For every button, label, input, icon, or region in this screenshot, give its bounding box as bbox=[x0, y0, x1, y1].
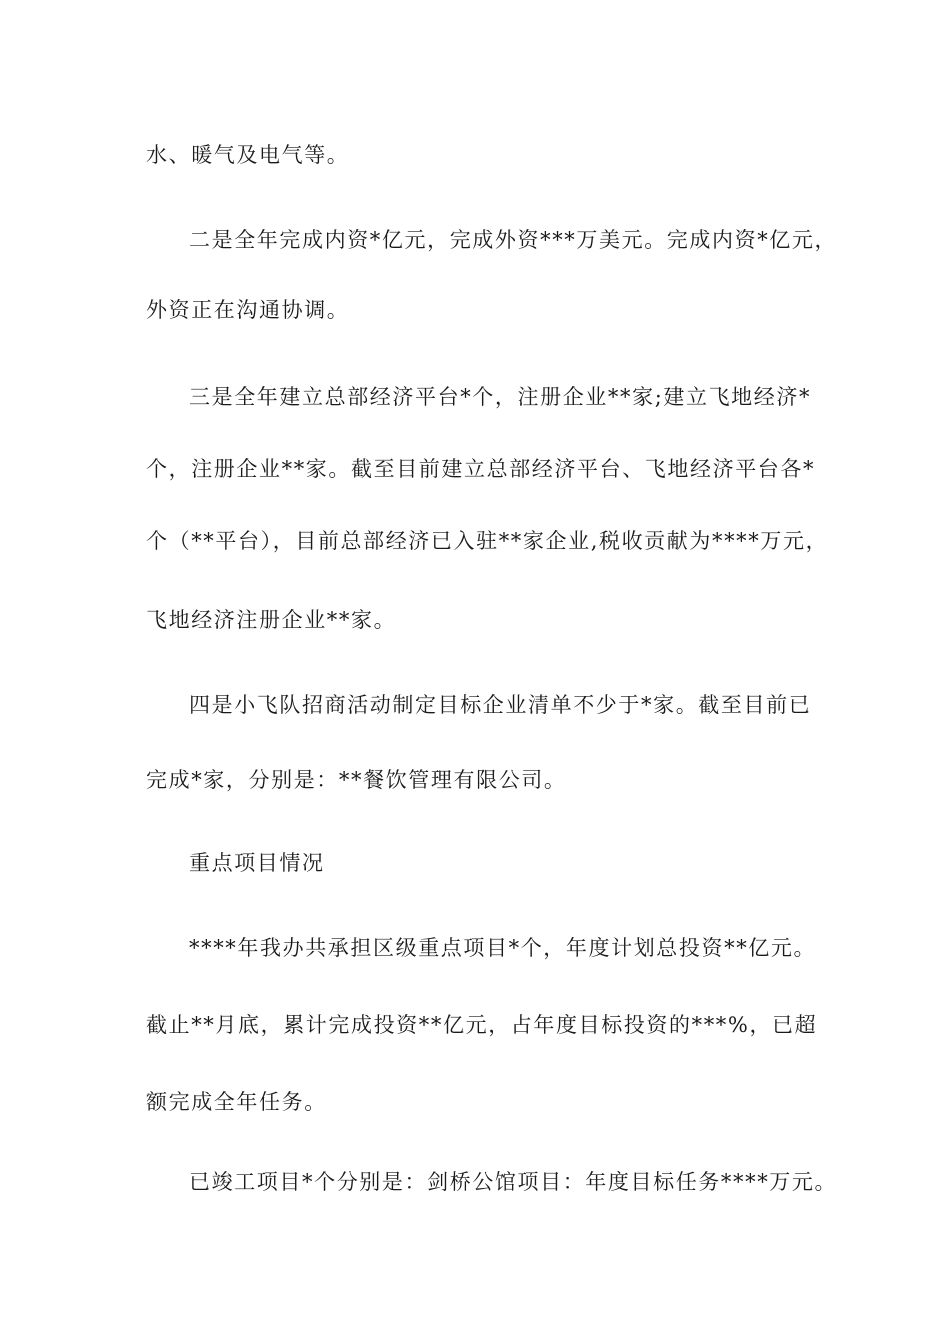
paragraph-2-line-2: 外资正在沟通协调。 bbox=[146, 298, 350, 322]
paragraph-5-line-2: 截止**月底，累计完成投资**亿元，占年度目标投资的***%，已超 bbox=[146, 1013, 818, 1037]
paragraph-5-line-1: ****年我办共承担区级重点项目*个，年度计划总投资**亿元。 bbox=[189, 936, 817, 960]
paragraph-4-line-1: 四是小飞队招商活动制定目标企业清单不少于*家。截至目前已 bbox=[189, 693, 812, 717]
paragraph-3-line-2: 个，注册企业**家。截至目前建立总部经济平台、飞地经济平台各* bbox=[146, 457, 816, 481]
paragraph-5-line-3: 额完成全年任务。 bbox=[146, 1090, 327, 1114]
section-heading: 重点项目情况 bbox=[189, 851, 325, 875]
paragraph-2-line-1: 二是全年完成内资*亿元，完成外资***万美元。完成内资*亿元， bbox=[189, 228, 838, 252]
paragraph-6-line-1: 已竣工项目*个分别是：剑桥公馆项目：年度目标任务****万元。 bbox=[189, 1170, 838, 1194]
paragraph-3-line-4: 飞地经济注册企业**家。 bbox=[146, 608, 397, 632]
paragraph-4-line-2: 完成*家，分别是：**餐饮管理有限公司。 bbox=[146, 768, 567, 792]
text-line-continuation: 水、暖气及电气等。 bbox=[146, 143, 350, 167]
paragraph-3-line-3: 个（**平台），目前总部经济已入驻**家企业,税收贡献为****万元， bbox=[146, 529, 829, 553]
paragraph-3-line-1: 三是全年建立总部经济平台*个，注册企业**家;建立飞地经济* bbox=[189, 385, 812, 409]
